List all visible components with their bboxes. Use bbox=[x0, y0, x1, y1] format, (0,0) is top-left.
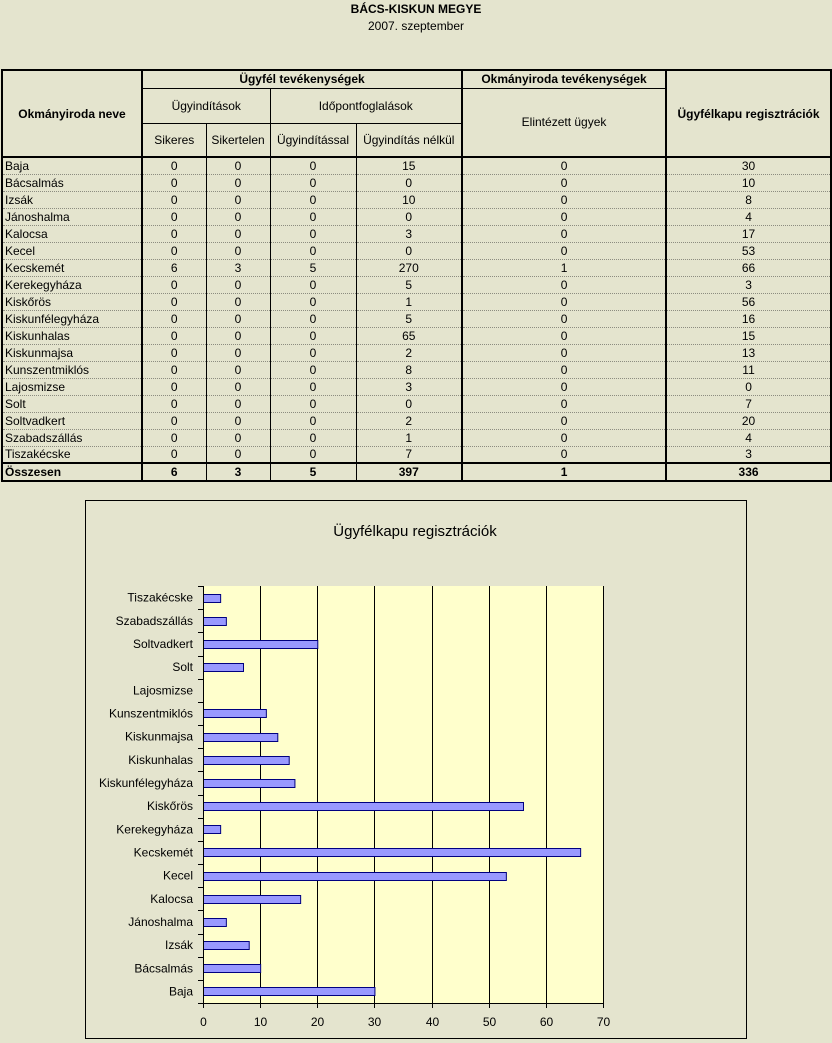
registrations-cell: 17 bbox=[666, 225, 831, 242]
successful-cell: 0 bbox=[142, 208, 206, 225]
completed-cases-cell: 0 bbox=[462, 361, 666, 378]
table-row bbox=[2, 446, 831, 463]
unsuccessful-cell: 0 bbox=[206, 361, 270, 378]
unsuccessful-cell: 0 bbox=[206, 157, 270, 174]
with-case-launch-cell: 5 bbox=[270, 259, 356, 276]
completed-cases-cell: 0 bbox=[462, 174, 666, 191]
registrations-cell: 4 bbox=[666, 429, 831, 446]
header-client-gate-registrations: Ügyfélkapu regisztrációk bbox=[666, 70, 831, 157]
unsuccessful-cell: 0 bbox=[206, 446, 270, 463]
bar bbox=[204, 734, 278, 742]
registrations-cell: 0 bbox=[666, 378, 831, 395]
with-case-launch-cell: 0 bbox=[270, 429, 356, 446]
with-case-launch-cell: 0 bbox=[270, 344, 356, 361]
category-label: Tiszakécske bbox=[127, 590, 193, 605]
completed-cases-cell: 0 bbox=[462, 429, 666, 446]
office-name-cell: Szabadszállás bbox=[2, 429, 142, 446]
registrations-cell: 13 bbox=[666, 344, 831, 361]
completed-cases-cell: 0 bbox=[462, 191, 666, 208]
category-label: Kiskunmajsa bbox=[124, 729, 193, 744]
table-row bbox=[2, 327, 831, 344]
completed-cases-cell: 0 bbox=[462, 293, 666, 310]
table-row bbox=[2, 361, 831, 378]
total-with-case-launch-cell: 5 bbox=[270, 463, 356, 481]
header-client-activities: Ügyfél tevékenységek bbox=[142, 70, 462, 88]
office-name-cell: Kerekegyháza bbox=[2, 276, 142, 293]
without-case-launch-cell: 3 bbox=[356, 378, 462, 395]
without-case-launch-cell: 3 bbox=[356, 225, 462, 242]
without-case-launch-cell: 0 bbox=[356, 174, 462, 191]
bar bbox=[204, 664, 244, 672]
header-office-activities: Okmányiroda tevékenységek bbox=[462, 70, 666, 88]
completed-cases-cell: 0 bbox=[462, 412, 666, 429]
table-row bbox=[2, 157, 831, 174]
table-row bbox=[2, 174, 831, 191]
office-name-cell: Kecel bbox=[2, 242, 142, 259]
bar bbox=[204, 919, 227, 927]
registrations-cell: 11 bbox=[666, 361, 831, 378]
unsuccessful-cell: 0 bbox=[206, 412, 270, 429]
successful-cell: 0 bbox=[142, 327, 206, 344]
successful-cell: 0 bbox=[142, 191, 206, 208]
office-statistics-table bbox=[1, 69, 832, 482]
without-case-launch-cell: 1 bbox=[356, 293, 462, 310]
total-unsuccessful-cell: 3 bbox=[206, 463, 270, 481]
unsuccessful-cell: 0 bbox=[206, 378, 270, 395]
office-name-cell: Solt bbox=[2, 395, 142, 412]
completed-cases-cell: 0 bbox=[462, 446, 666, 463]
x-tick-label: 20 bbox=[310, 1015, 325, 1029]
without-case-launch-cell: 2 bbox=[356, 344, 462, 361]
unsuccessful-cell: 0 bbox=[206, 293, 270, 310]
category-label: Kalocsa bbox=[150, 891, 193, 906]
bar bbox=[204, 849, 581, 857]
x-tick-label: 30 bbox=[367, 1015, 382, 1029]
unsuccessful-cell: 0 bbox=[206, 327, 270, 344]
x-tick-label: 0 bbox=[200, 1015, 207, 1029]
successful-cell: 0 bbox=[142, 429, 206, 446]
table-row bbox=[2, 378, 831, 395]
successful-cell: 0 bbox=[142, 446, 206, 463]
header-without-case-launch: Ügyindítás nélkül bbox=[356, 123, 462, 157]
successful-cell: 0 bbox=[142, 344, 206, 361]
category-label: Szabadszállás bbox=[115, 613, 193, 628]
category-label: Bácsalmás bbox=[134, 961, 193, 976]
completed-cases-cell: 0 bbox=[462, 344, 666, 361]
table-row bbox=[2, 344, 831, 361]
table-row bbox=[2, 293, 831, 310]
category-label: Baja bbox=[168, 984, 193, 999]
completed-cases-cell: 0 bbox=[462, 242, 666, 259]
category-label: Kecel bbox=[162, 868, 193, 883]
registrations-cell: 4 bbox=[666, 208, 831, 225]
registrations-cell: 56 bbox=[666, 293, 831, 310]
completed-cases-cell: 0 bbox=[462, 276, 666, 293]
table-row bbox=[2, 429, 831, 446]
table-row bbox=[2, 225, 831, 242]
with-case-launch-cell: 0 bbox=[270, 174, 356, 191]
table-row bbox=[2, 208, 831, 225]
with-case-launch-cell: 0 bbox=[270, 242, 356, 259]
bar bbox=[204, 965, 261, 973]
registrations-cell: 20 bbox=[666, 412, 831, 429]
bar bbox=[204, 988, 375, 996]
registrations-cell: 3 bbox=[666, 446, 831, 463]
with-case-launch-cell: 0 bbox=[270, 157, 356, 174]
successful-cell: 0 bbox=[142, 157, 206, 174]
total-registrations-cell: 336 bbox=[666, 463, 831, 481]
category-label: Jánoshalma bbox=[128, 914, 193, 929]
successful-cell: 0 bbox=[142, 242, 206, 259]
office-name-cell: Lajosmizse bbox=[2, 378, 142, 395]
header-case-launches: Ügyindítások bbox=[142, 88, 270, 123]
successful-cell: 0 bbox=[142, 412, 206, 429]
successful-cell: 0 bbox=[142, 174, 206, 191]
office-name-cell: Kiskunfélegyháza bbox=[2, 310, 142, 327]
office-name-cell: Kecskemét bbox=[2, 259, 142, 276]
completed-cases-cell: 0 bbox=[462, 157, 666, 174]
total-successful-cell: 6 bbox=[142, 463, 206, 481]
header-office-name: Okmányiroda neve bbox=[2, 70, 142, 157]
successful-cell: 0 bbox=[142, 378, 206, 395]
with-case-launch-cell: 0 bbox=[270, 276, 356, 293]
bar bbox=[204, 710, 267, 718]
completed-cases-cell: 0 bbox=[462, 225, 666, 242]
unsuccessful-cell: 0 bbox=[206, 191, 270, 208]
registrations-cell: 7 bbox=[666, 395, 831, 412]
category-label: Kecskemét bbox=[133, 845, 193, 860]
unsuccessful-cell: 0 bbox=[206, 208, 270, 225]
without-case-launch-cell: 2 bbox=[356, 412, 462, 429]
office-name-cell: Jánoshalma bbox=[2, 208, 142, 225]
sheet-subtitle: 2007. szeptember bbox=[367, 19, 465, 33]
without-case-launch-cell: 0 bbox=[356, 242, 462, 259]
table-row bbox=[2, 242, 831, 259]
without-case-launch-cell: 7 bbox=[356, 446, 462, 463]
completed-cases-cell: 0 bbox=[462, 395, 666, 412]
successful-cell: 0 bbox=[142, 276, 206, 293]
bar bbox=[204, 942, 250, 950]
header-successful: Sikeres bbox=[142, 123, 206, 157]
table-row bbox=[2, 191, 831, 208]
registrations-bar-chart bbox=[85, 500, 747, 1039]
unsuccessful-cell: 0 bbox=[206, 225, 270, 242]
bar bbox=[204, 803, 524, 811]
with-case-launch-cell: 0 bbox=[270, 327, 356, 344]
header-appointments: Időpontfoglalások bbox=[270, 88, 462, 123]
with-case-launch-cell: 0 bbox=[270, 378, 356, 395]
with-case-launch-cell: 0 bbox=[270, 191, 356, 208]
with-case-launch-cell: 0 bbox=[270, 361, 356, 378]
without-case-launch-cell: 5 bbox=[356, 276, 462, 293]
table-row bbox=[2, 259, 831, 276]
with-case-launch-cell: 0 bbox=[270, 208, 356, 225]
office-name-cell: Izsák bbox=[2, 191, 142, 208]
successful-cell: 0 bbox=[142, 225, 206, 242]
unsuccessful-cell: 0 bbox=[206, 344, 270, 361]
registrations-cell: 3 bbox=[666, 276, 831, 293]
completed-cases-cell: 0 bbox=[462, 310, 666, 327]
registrations-cell: 8 bbox=[666, 191, 831, 208]
without-case-launch-cell: 0 bbox=[356, 395, 462, 412]
table-row bbox=[2, 395, 831, 412]
total-without-case-launch-cell: 397 bbox=[356, 463, 462, 481]
with-case-launch-cell: 0 bbox=[270, 446, 356, 463]
x-tick-label: 40 bbox=[425, 1015, 440, 1029]
with-case-launch-cell: 0 bbox=[270, 225, 356, 242]
header-unsuccessful: Sikertelen bbox=[206, 123, 270, 157]
bar bbox=[204, 757, 290, 765]
bar bbox=[204, 873, 507, 881]
office-name-cell: Soltvadkert bbox=[2, 412, 142, 429]
without-case-launch-cell: 5 bbox=[356, 310, 462, 327]
unsuccessful-cell: 0 bbox=[206, 395, 270, 412]
total-row bbox=[2, 463, 831, 481]
x-tick-label: 50 bbox=[482, 1015, 497, 1029]
office-name-cell: Kalocsa bbox=[2, 225, 142, 242]
with-case-launch-cell: 0 bbox=[270, 310, 356, 327]
completed-cases-cell: 0 bbox=[462, 208, 666, 225]
table-row bbox=[2, 276, 831, 293]
without-case-launch-cell: 8 bbox=[356, 361, 462, 378]
category-label: Kerekegyháza bbox=[116, 822, 193, 837]
completed-cases-cell: 1 bbox=[462, 259, 666, 276]
completed-cases-cell: 0 bbox=[462, 378, 666, 395]
category-label: Kiskunfélegyháza bbox=[98, 775, 193, 790]
office-name-cell: Bácsalmás bbox=[2, 174, 142, 191]
bar bbox=[204, 826, 221, 834]
bar bbox=[204, 595, 221, 603]
without-case-launch-cell: 270 bbox=[356, 259, 462, 276]
chart-title: Ügyfélkapu regisztrációk bbox=[333, 523, 497, 540]
unsuccessful-cell: 0 bbox=[206, 276, 270, 293]
unsuccessful-cell: 0 bbox=[206, 310, 270, 327]
completed-cases-cell: 0 bbox=[462, 327, 666, 344]
category-label: Solt bbox=[172, 660, 193, 675]
office-name-cell: Kiskőrös bbox=[2, 293, 142, 310]
table-body bbox=[2, 157, 831, 463]
table-row bbox=[2, 310, 831, 327]
category-label: Kiskőrös bbox=[146, 799, 193, 814]
office-name-cell: Tiszakécske bbox=[2, 446, 142, 463]
sheet-title: BÁCS-KISKUN MEGYE bbox=[350, 2, 482, 16]
registrations-cell: 16 bbox=[666, 310, 831, 327]
without-case-launch-cell: 1 bbox=[356, 429, 462, 446]
with-case-launch-cell: 0 bbox=[270, 395, 356, 412]
registrations-cell: 53 bbox=[666, 242, 831, 259]
unsuccessful-cell: 0 bbox=[206, 429, 270, 446]
without-case-launch-cell: 15 bbox=[356, 157, 462, 174]
successful-cell: 0 bbox=[142, 293, 206, 310]
category-label: Kunszentmiklós bbox=[108, 706, 193, 721]
without-case-launch-cell: 65 bbox=[356, 327, 462, 344]
bar bbox=[204, 780, 295, 788]
registrations-cell: 10 bbox=[666, 174, 831, 191]
registrations-cell: 30 bbox=[666, 157, 831, 174]
unsuccessful-cell: 0 bbox=[206, 174, 270, 191]
header-with-case-launch: Ügyindítással bbox=[270, 123, 356, 157]
successful-cell: 0 bbox=[142, 361, 206, 378]
successful-cell: 6 bbox=[142, 259, 206, 276]
successful-cell: 0 bbox=[142, 395, 206, 412]
successful-cell: 0 bbox=[142, 310, 206, 327]
category-label: Izsák bbox=[164, 938, 193, 953]
office-name-cell: Kiskunmajsa bbox=[2, 344, 142, 361]
bar bbox=[204, 618, 227, 626]
total-completed-cases-cell: 1 bbox=[462, 463, 666, 481]
x-tick-label: 70 bbox=[596, 1015, 611, 1029]
category-label: Kiskunhalas bbox=[128, 752, 193, 767]
x-tick-label: 60 bbox=[539, 1015, 554, 1029]
without-case-launch-cell: 10 bbox=[356, 191, 462, 208]
with-case-launch-cell: 0 bbox=[270, 293, 356, 310]
unsuccessful-cell: 0 bbox=[206, 242, 270, 259]
registrations-cell: 15 bbox=[666, 327, 831, 344]
x-tick-label: 10 bbox=[253, 1015, 268, 1029]
header-completed-cases: Elintézett ügyek bbox=[462, 88, 666, 157]
category-label: Lajosmizse bbox=[132, 683, 193, 698]
office-name-cell: Kiskunhalas bbox=[2, 327, 142, 344]
without-case-launch-cell: 0 bbox=[356, 208, 462, 225]
unsuccessful-cell: 3 bbox=[206, 259, 270, 276]
table-row bbox=[2, 412, 831, 429]
total-label-cell: Összesen bbox=[2, 463, 142, 481]
office-name-cell: Kunszentmiklós bbox=[2, 361, 142, 378]
category-label: Soltvadkert bbox=[132, 636, 193, 651]
bar bbox=[204, 896, 301, 904]
with-case-launch-cell: 0 bbox=[270, 412, 356, 429]
bar bbox=[204, 641, 318, 649]
office-name-cell: Baja bbox=[2, 157, 142, 174]
registrations-cell: 66 bbox=[666, 259, 831, 276]
